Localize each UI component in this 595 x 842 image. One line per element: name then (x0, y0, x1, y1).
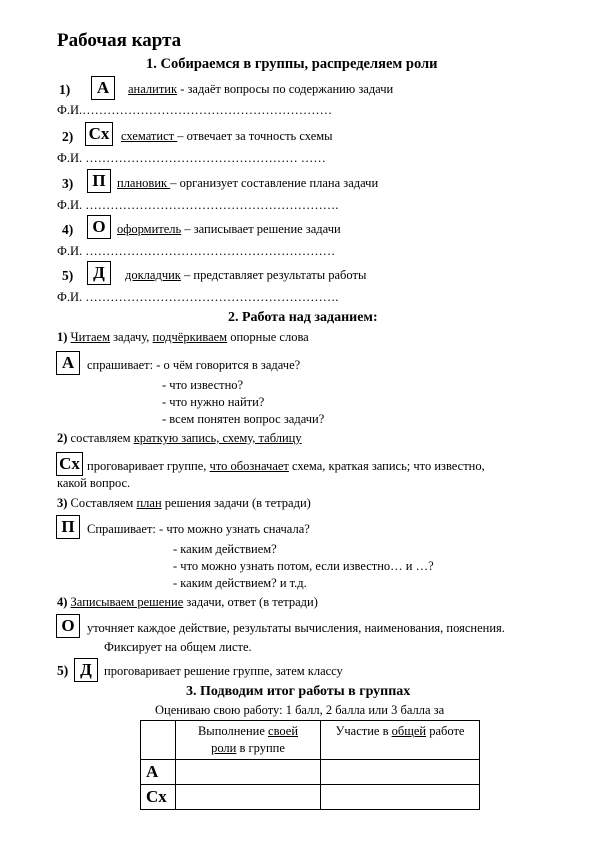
question-item: - что известно? (162, 378, 244, 392)
role-letter-box: П (87, 169, 111, 193)
question-item: - каким действием? и т.д. (173, 576, 307, 590)
step-number: 3) (57, 496, 68, 510)
step-text: составляем (67, 431, 134, 445)
fio-dots: ……………………………………………………. (82, 290, 339, 304)
role-name: схематист (121, 129, 178, 143)
table-corner-cell (141, 721, 176, 760)
fio-dots: ……………………………………………………. (82, 198, 339, 212)
fio-label: Ф.И. (57, 290, 83, 304)
fio-line (57, 290, 338, 305)
role-description (125, 268, 366, 283)
section2-heading: 2. Работа над заданием: (228, 310, 378, 325)
header-keyword: общей (391, 724, 427, 738)
fio-label: Ф.И. (57, 244, 83, 258)
fio-line (57, 103, 332, 118)
role-description (117, 176, 378, 191)
table-header-own-role (176, 721, 321, 760)
role-description (117, 222, 341, 237)
row-role-label: А (141, 760, 176, 785)
score-cell[interactable] (321, 785, 480, 810)
role-desc: – представляет результаты работы (180, 268, 367, 282)
question-item: - каким действием? (173, 542, 277, 556)
step5-text: проговаривает решение группе, затем классу (104, 664, 343, 678)
step-number: 1) (57, 330, 71, 344)
role-number: 5) (62, 268, 74, 283)
step-keyword: Записываем решение (70, 595, 184, 609)
role-letter-box: О (87, 215, 111, 239)
question-item: - что можно узнать потом, если известно… и …? (173, 559, 434, 573)
role-name: докладчик (125, 268, 181, 282)
role-desc: – организует составление плана задачи (170, 176, 379, 190)
role-letter-box: П (56, 515, 80, 539)
section3-heading: 3. Подводим итог работы в группах (186, 684, 411, 699)
fio-label: Ф.И. (57, 198, 83, 212)
role-letter-box: Д (74, 658, 98, 682)
score-cell[interactable] (176, 785, 321, 810)
text-keyword: что обозначает (209, 459, 289, 473)
fio-dots: …………………………………………………… (82, 103, 333, 117)
section3-subtitle: Оцениваю свою работу: 1 балл, 2 балла или 3 балла за (155, 703, 445, 717)
role-desc: – отвечает за точность схемы (177, 129, 333, 143)
step-text: Составляем (67, 496, 137, 510)
step-number: 4) (57, 595, 68, 609)
step-keyword: план (136, 496, 162, 510)
role-desc: – записывает решение задачи (181, 222, 341, 236)
step-number: 5) (57, 663, 69, 678)
step-text: опорные слова (227, 330, 309, 344)
step2 (57, 431, 302, 446)
role-a-lead: спрашивает: - о чём говорится в задаче? (87, 358, 301, 372)
role-letter-box: А (91, 76, 115, 100)
row-role-label: Сх (141, 785, 176, 810)
role-p-lead: Спрашивает: - что можно узнать сначала? (87, 522, 310, 536)
table-header-common-work (321, 721, 480, 760)
role-number: 2) (62, 129, 74, 144)
step-keyword: Читаем (70, 330, 110, 344)
role-o-line2: Фиксирует на общем листе. (104, 640, 252, 654)
role-name: плановик (117, 176, 171, 190)
score-cell[interactable] (176, 760, 321, 785)
step3 (57, 496, 311, 511)
fio-line (57, 151, 326, 166)
step-text: решения задачи (в тетради) (161, 496, 311, 510)
question-item: - что нужно найти? (162, 395, 265, 409)
section1-heading: 1. Собираемся в группы, распределяем роли (146, 56, 438, 72)
step-text: задачу, (109, 330, 153, 344)
header-text: работе (426, 724, 465, 738)
role-letter-box: А (56, 351, 80, 375)
role-o-line1: уточняет каждое действие, результаты вычисления, наименования, пояснения. (87, 621, 505, 635)
step-keyword: краткую запись, схему, таблицу (133, 431, 302, 445)
role-number: 1) (59, 82, 71, 97)
sheet-title: Рабочая карта (57, 30, 182, 51)
role-description (128, 82, 393, 97)
fio-line (57, 198, 338, 213)
grading-table (140, 720, 480, 810)
fio-dots: …………………………………………… …… (82, 151, 326, 165)
header-text: в группе (236, 741, 285, 755)
header-keyword: своей (268, 724, 299, 738)
question-item: - всем понятен вопрос задачи? (162, 412, 325, 426)
step-keyword: подчёркиваем (152, 330, 228, 344)
role-letter-box: О (56, 614, 80, 638)
header-text: Выполнение (197, 724, 269, 738)
header-keyword: роли (211, 741, 237, 755)
role-description (121, 129, 333, 144)
text: проговаривает группе, (87, 459, 210, 473)
fio-label: Ф.И. (57, 151, 83, 165)
table-row (141, 760, 480, 785)
role-desc: - задаёт вопросы по содержанию задачи (177, 82, 394, 96)
step-text: задачи, ответ (в тетради) (183, 595, 318, 609)
step4 (57, 595, 318, 610)
step1 (57, 330, 309, 345)
role-name: аналитик (128, 82, 178, 96)
role-letter-box: Сх (56, 452, 83, 476)
step-number: 2) (57, 431, 68, 445)
score-cell[interactable] (321, 760, 480, 785)
role-cx-text (87, 459, 485, 474)
table-row (141, 785, 480, 810)
text: схема, краткая запись; что известно, (288, 459, 485, 473)
role-number: 4) (62, 222, 74, 237)
role-cx-line2: какой вопрос. (57, 476, 131, 490)
role-name: оформитель (117, 222, 182, 236)
fio-dots: …………………………………………………… (82, 244, 336, 258)
role-letter-box: Д (87, 261, 111, 285)
role-number: 3) (62, 176, 74, 191)
header-text: Участие в (335, 724, 392, 738)
role-letter-box: Сх (85, 122, 113, 146)
fio-label: Ф.И. (57, 103, 83, 117)
fio-line (57, 244, 335, 259)
